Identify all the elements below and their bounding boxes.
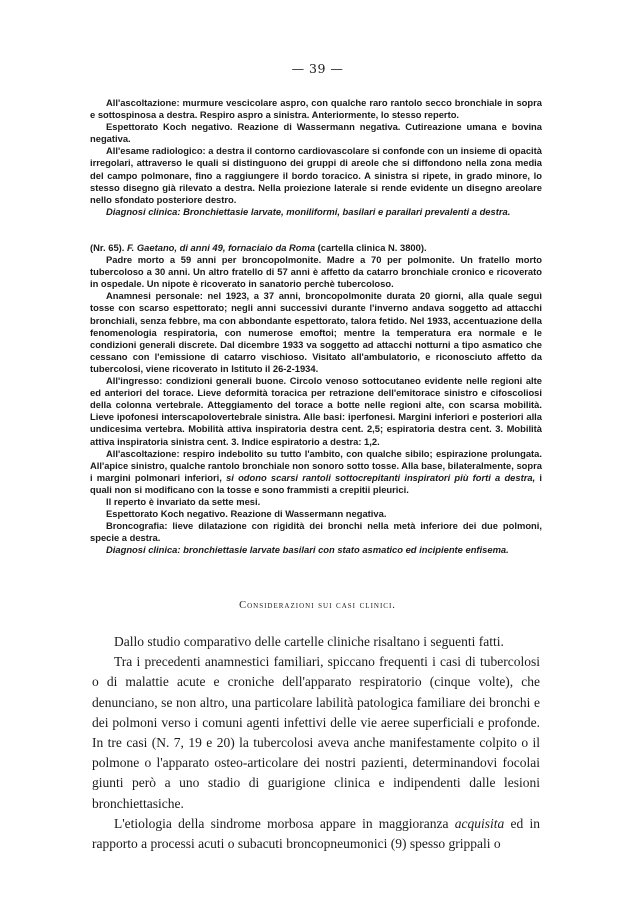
auscultation-italic: si odono scarsi rantoli sottocrepitanti inspiratori più forti a destra,	[226, 471, 536, 483]
koch-paragraph: Espettorato Koch negativo. Reazione di Wassermann negativa. Cutireazione umana e bovina negativa.	[90, 121, 542, 145]
case-report-previous	[90, 97, 542, 218]
family-history-paragraph: Padre morto a 59 anni per broncopolmonite. Madre a 70 per polmonite. Un fratello morto tubercoloso a 30 anni. Un altro fratello di 57 anni è affetto da catarro bronchiale cronico e ricoverato in ospedale. Un nipote è ricoverato in sanatorio perchè tubercoloso.	[90, 254, 542, 290]
radiology-paragraph: All'esame radiologico: a destra il contorno cardiovascolare si confonde con un insieme di opacità irregolari, attraverso le quali si distinguono dei gruppi di areole che si diffondono nella zona media del campo polmonare, fino a raggiungere il bordo toracico. A sinistra si ripete, in grado minore, lo stesso disegno già rilevato a destra. Nella proiezione laterale si rende evidente un disegno areolare nello sfondato posteriore destro.	[90, 145, 542, 205]
diagnosis-label-65: Diagnosi clinica:	[106, 544, 181, 556]
body-paragraph-3	[92, 814, 540, 854]
diagnosis-paragraph	[90, 206, 542, 218]
body-paragraph-2: Tra i precedenti anamnestici familiari, spiccano frequenti i casi di tubercolosi o di malattie acute e croniche dell'apparato respiratorio (cinque volte), che denunciano, se non altro, una particolare labilità patologica familiare dei bronchi e dei polmoni verso i comuni agenti infettivi delle vie aeree superficiali e profonde. In tre casi (N. 7, 19 e 20) la tubercolosi aveva anche manifestamente colpito o il polmone o l'apparato osteo-articolare dei nostri pazienti, determinandovi focolai giunti però a uno stadio di guarigione clinica e indipendenti dalle lesioni bronchiettasiche.	[92, 654, 540, 811]
body-text	[92, 632, 540, 854]
admission-paragraph: All'ingresso: condizioni generali buone. Circolo venoso sottocutaneo evidente nelle regioni alte ed anteriori del torace. Lieve deformità toracica per retrazione dell'emitorace sinistro e cifoscoliosi della colonna vertebrale. Atteggiamento del torace a botte nelle regioni alte, con scarsa mobilità. Lieve ipofonesi interscapolovertebrale sinistra. Alle basi: iperfonesi. Margini inferiori e posteriori alla undicesima vertebra. Mobilità attiva inspiratoria destra cent. 2,5; espiratoria destra cent. 3. Mobilità attiva inspiratoria sinistra cent. 3. Indice espiratorio a destra: 1,2.	[90, 375, 542, 447]
section-heading: Considerazioni sui casi clinici.	[239, 600, 396, 611]
body-p3-text-b: ed in rapporto a processi acuti o subacuti broncopneumonici (9) spesso grippali o	[92, 815, 541, 852]
body-p3-text-a: L'etiologia della sindrome morbosa appare in maggioranza	[114, 815, 449, 831]
auscultation-paragraph-65	[90, 448, 542, 496]
koch-paragraph-65: Espettorato Koch negativo. Reazione di Wassermann negativa.	[106, 508, 387, 520]
bronchography-paragraph: Broncografia: lieve dilatazione con rigidità dei bronchi nella metà inferiore dei due polmoni, specie a destra.	[90, 520, 542, 544]
case-report-65	[90, 242, 542, 556]
auscultation-paragraph: All'ascoltazione: murmure vescicolare aspro, con qualche raro rantolo secco bronchiale in sopra e sottospinosa a destra. Respiro aspro a sinistra. Anteriormente, lo stesso reperto.	[90, 97, 542, 121]
auscultation-text-b: i quali non si modificano con la tosse e sono frammisti a crepitii pleurici.	[90, 471, 542, 495]
page-number: — 39 —	[291, 61, 344, 76]
case-record: (cartella clinica N. 3800).	[317, 242, 427, 253]
diagnosis-paragraph-65	[90, 544, 542, 556]
auscultation-text-a: All'ascoltazione: respiro indebolito su tutto l'ambito, con qualche sibilo; espirazione prolungata. All'apice sinistro, qualche rantolo bronchiale non sonoro sotto tosse. Alla base, bilateralmente, sopra i margini polmonari inferiori,	[90, 447, 542, 483]
body-p3-italic: acquisita	[454, 815, 505, 831]
diagnosis-text-65: bronchiettasie larvate basilari con stato asmatico ed incipiente enfisema.	[183, 544, 509, 556]
diagnosis-label: Diagnosi clinica:	[106, 205, 181, 217]
diagnosis-text: Bronchiettasie larvate, moniliformi, basilari e parailari prevalenti a destra.	[183, 205, 511, 217]
case-number: (Nr. 65).	[90, 242, 125, 253]
patient-name: F. Gaetano, di anni 49, fornaciaio da Roma	[127, 242, 316, 253]
body-paragraph-1: Dallo studio comparativo delle cartelle cliniche risaltano i seguenti fatti.	[114, 634, 504, 649]
case-header	[90, 242, 542, 254]
personal-history-paragraph: Anamnesi personale: nel 1923, a 37 anni, broncopolmonite durata 20 giorni, alla quale seguì tosse con scarso espettorato; negli anni successivi durante l'inverno andava soggetto ad attacchi bronchiali, senza febbre, ma con abbondante espettorato, talora fetido. Nel 1933, accentuazione della fenomenologia respiratoria, con numerose emoftoi; mentre la temperatura era normale e le condizioni generali discrete. Dal dicembre 1933 va soggetto ad attacchi notturni a tipo asmatico che cessano con l'emissione di catarro vischioso. Visitato all'ambulatorio, e riconosciuto affetto da tubercolosi, viene ricoverato in Istituto il 26-2-1934.	[90, 290, 542, 374]
unchanged-paragraph: Il reperto è invariato da sette mesi.	[106, 495, 261, 507]
